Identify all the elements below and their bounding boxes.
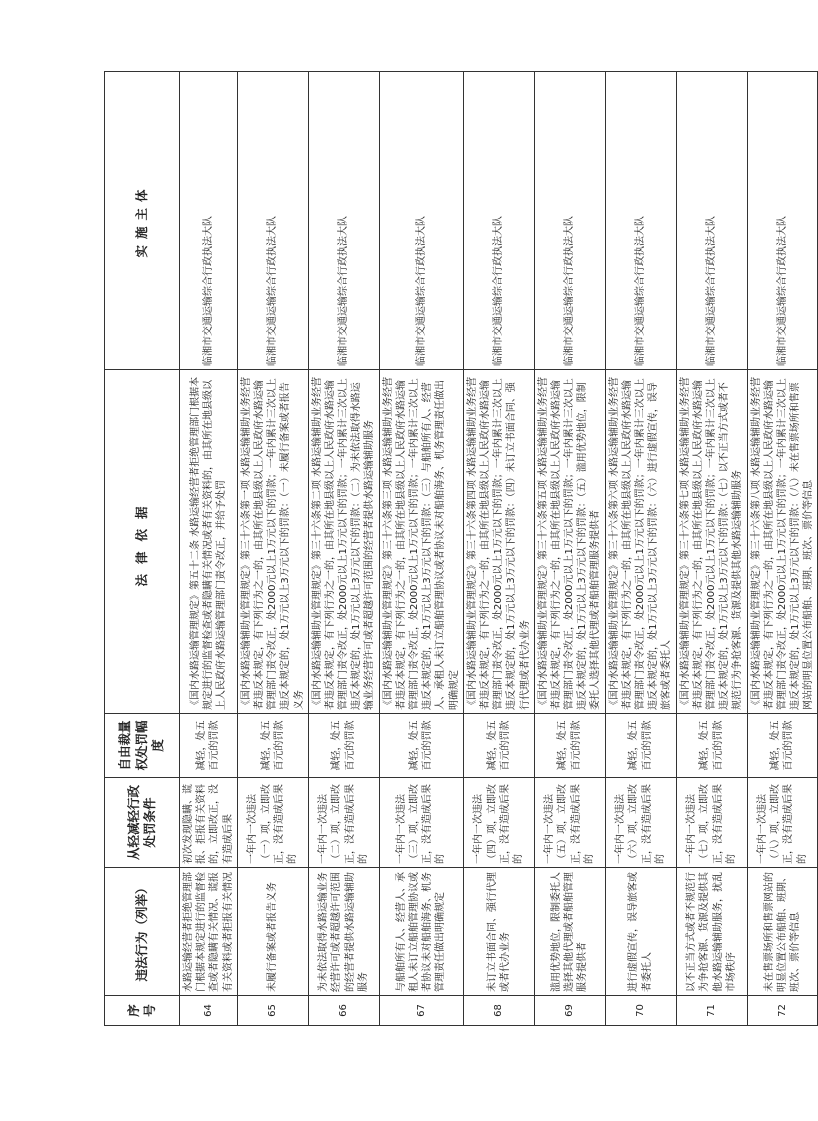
row-discretion: 减轻，处五百元的罚款	[676, 714, 747, 778]
row-index: 66	[308, 996, 379, 1026]
row-body: 临湘市交通运输综合行政执法大队	[379, 72, 463, 370]
row-discretion: 减轻，处五百元的罚款	[747, 714, 818, 778]
row-index: 70	[605, 996, 676, 1026]
table-row	[747, 72, 818, 1026]
header-index: 序号	[105, 996, 180, 1026]
row-body: 临湘市交通运输综合行政执法大队	[308, 72, 379, 370]
table-row	[534, 72, 605, 1026]
row-discretion: 减轻，处五百元的罚款	[463, 714, 534, 778]
row-act: 以不正当方式或者不规范行为争抢客源、货源及提供其他水路运输辅助服务，扰乱市场秩序	[676, 868, 747, 996]
row-index: 64	[180, 996, 238, 1026]
row-basis: 《国内水路运输辅助业管理规定》第三十六条第三项 水路运输辅助业务经营者违反本规定，有下列行为之一的，由其所在地县级以上人民政府水路运输管理部门责令改正，处2000元以上1万元以下的罚款；一年内累计三次以上违反本规定的，处1万元以上3万元以下的罚款：（三）与船舶所有人、经营人、承租人未订立船舶管理协议或者协议未对船舶海务、机务管理责任做出明确规定	[379, 370, 463, 714]
row-discretion: 减轻，处五百元的罚款	[605, 714, 676, 778]
row-condition: 一年内一次违法（一）项，立即改正，没有造成后果的	[237, 778, 308, 868]
row-act: 未在售票场所和售票网站的明显位置公布船舶、班期、班次、票价等信息	[747, 868, 818, 996]
row-basis: 《国内水路运输辅助业管理规定》第三十六条第六项 水路运输辅助业务经营者违反本规定，有下列行为之一的，由其所在地县级以上人民政府水路运输管理部门责令改正，处2000元以上1万元以下的罚款；一年内累计三次以上违反本规定的，处1万元以上3万元以下的罚款：（六）进行虚假宣传，误导旅客或者委托人	[605, 370, 676, 714]
row-act: 水路运输经营者拒绝管理部门根据本规定进行的监督检查或者隐瞒有关情况、谎报有关资料或者拒报有关情况	[180, 868, 238, 996]
row-index: 69	[534, 996, 605, 1026]
row-body: 临湘市交通运输综合行政执法大队	[534, 72, 605, 370]
header-body: 实施主体	[105, 72, 180, 370]
row-condition: 一年内一次违法（四）项，立即改正，没有造成后果的	[463, 778, 534, 868]
row-act: 滥用优势地位，限制委托人选择其他代理或者船舶管理服务提供者	[534, 868, 605, 996]
row-basis: 《国内水路运输辅助业管理规定》第三十六条第八项 水路运输辅助业务经营者违反本规定，有下列行为之一的，由其所在地县级以上人民政府水路运输管理部门责令改正，处2000元以上1万元以下的罚款；一年内累计三次以上违反本规定的，处1万元以上3万元以下的罚款：（八）未在售票场所和售票网站的明显位置公布船舶、班期、班次、票价等信息	[747, 370, 818, 714]
header-row	[105, 72, 180, 1026]
row-act: 未履行备案或者报告义务	[237, 868, 308, 996]
row-body: 临湘市交通运输综合行政执法大队	[237, 72, 308, 370]
row-condition: 一年内一次违法（二）项，立即改正，没有造成后果的	[308, 778, 379, 868]
row-body: 临湘市交通运输综合行政执法大队	[747, 72, 818, 370]
row-index: 71	[676, 996, 747, 1026]
row-body: 临湘市交通运输综合行政执法大队	[676, 72, 747, 370]
row-index: 65	[237, 996, 308, 1026]
table-row	[676, 72, 747, 1026]
header-condition: 从轻减轻行政处罚条件	[105, 778, 180, 868]
row-discretion: 减轻，处五百元的罚款	[308, 714, 379, 778]
row-condition: 一年内一次违法（六）项，立即改正，没有造成后果的	[605, 778, 676, 868]
row-body: 临湘市交通运输综合行政执法大队	[463, 72, 534, 370]
row-act: 为未依法取得水路运输业务经营许可或者超越许可范围的经营者提供水路运输辅助服务	[308, 868, 379, 996]
table-row	[379, 72, 463, 1026]
row-index: 72	[747, 996, 818, 1026]
table-row	[605, 72, 676, 1026]
row-discretion: 减轻，处五百元的罚款	[534, 714, 605, 778]
row-discretion: 减轻，处五百元的罚款	[237, 714, 308, 778]
row-basis: 《国内水路运输辅助业管理规定》第三十六条第四项 水路运输辅助业务经营者违反本规定，有下列行为之一的，由其所在地县级以上人民政府水路运输管理部门责令改正，处2000元以上1万元以下的罚款；一年内累计三次以上违反本规定的，处1万元以上3万元以下的罚款：（四）未订立书面合同、强行代理或者代办业务	[463, 370, 534, 714]
row-condition: 一年内一次违法（五）项，立即改正，没有造成后果的	[534, 778, 605, 868]
row-act: 与船舶所有人、经营人、承租人未订立船舶管理协议或者协议未对船舶海务、机务管理责任做出明确规定	[379, 868, 463, 996]
row-basis: 《国内水路运输辅助业管理规定》第三十六条第五项 水路运输辅助业务经营者违反本规定，有下列行为之一的，由其所在地县级以上人民政府水路运输管理部门责令改正，处2000元以上1万元以下的罚款；一年内累计三次以上违反本规定的，处1万元以上3万元以下的罚款：（五）滥用优势地位，限制委托人选择其他代理或者船舶管理服务提供者	[534, 370, 605, 714]
header-basis: 法律依据	[105, 370, 180, 714]
row-body: 临湘市交通运输综合行政执法大队	[605, 72, 676, 370]
row-condition: 一年内一次违法（八）项，立即改正，没有造成后果的	[747, 778, 818, 868]
table-row	[237, 72, 308, 1026]
row-condition: 一年内一次违法（七）项，立即改正，没有造成后果的	[676, 778, 747, 868]
row-condition: 一年内一次违法（三）项，立即改正，没有造成后果的	[379, 778, 463, 868]
row-basis: 《国内水路运输辅助业管理规定》第三十六条第二项 水路运输辅助业务经营者违反本规定，有下列行为之一的，由其所在地县级以上人民政府水路运输管理部门责令改正，处2000元以上1万元以下的罚款；一年内累计三次以上违反本规定的，处1万元以上3万元以下的罚款：（二）为未依法取得水路运输业务经营许可或者超越许可范围的经营者提供水路运输辅助服务	[308, 370, 379, 714]
table-row	[180, 72, 238, 1026]
row-basis: 《国内水路运输辅助业管理规定》第三十六条第七项 水路运输辅助业务经营者违反本规定，有下列行为之一的，由其所在地县级以上人民政府水路运输管理部门责令改正，处2000元以上1万元以下的罚款；一年内累计三次以上违反本规定的，处1万元以上3万元以下的罚款：（七）以不正当方式或者不规范行为争抢客源、货源及提供其他水路运输辅助服务	[676, 370, 747, 714]
penalty-table	[104, 71, 818, 1026]
row-index: 67	[379, 996, 463, 1026]
table-row	[463, 72, 534, 1026]
header-discretion: 自由裁量权处罚幅度	[105, 714, 180, 778]
row-basis: 《国内水路运输管理规定》第五十二条 水路运输经营者拒绝管理部门根据本规定进行的监督检查或者隐瞒有关情况或者有关资料的，由其所在地县级以上人民政府水路运输管理部门责令改正，并给予处罚	[180, 370, 238, 714]
row-condition: 初次发现隐瞒、谎报、拒报有关资料的，立即改正，没有造成后果	[180, 778, 238, 868]
row-act: 进行虚假宣传，误导旅客或者委托人	[605, 868, 676, 996]
row-index: 68	[463, 996, 534, 1026]
table-row	[308, 72, 379, 1026]
row-body: 临湘市交通运输综合行政执法大队	[180, 72, 238, 370]
row-discretion: 减轻，处五百元的罚款	[180, 714, 238, 778]
rotated-table-container	[104, 72, 815, 1026]
header-act: 违法行为（列举）	[105, 868, 180, 996]
row-basis: 《国内水路运输辅助业管理规定》第三十六条第一项 水路运输辅助业务经营者违反本规定，有下列行为之一的，由其所在地县级以上人民政府水路运输管理部门责令改正，处2000元以上1万元以下的罚款；一年内累计三次以上违反本规定的，处1万元以上3万元以下的罚款：（一）未履行备案或者报告义务	[237, 370, 308, 714]
row-discretion: 减轻，处五百元的罚款	[379, 714, 463, 778]
row-act: 未订立书面合同、强行代理或者代办业务	[463, 868, 534, 996]
